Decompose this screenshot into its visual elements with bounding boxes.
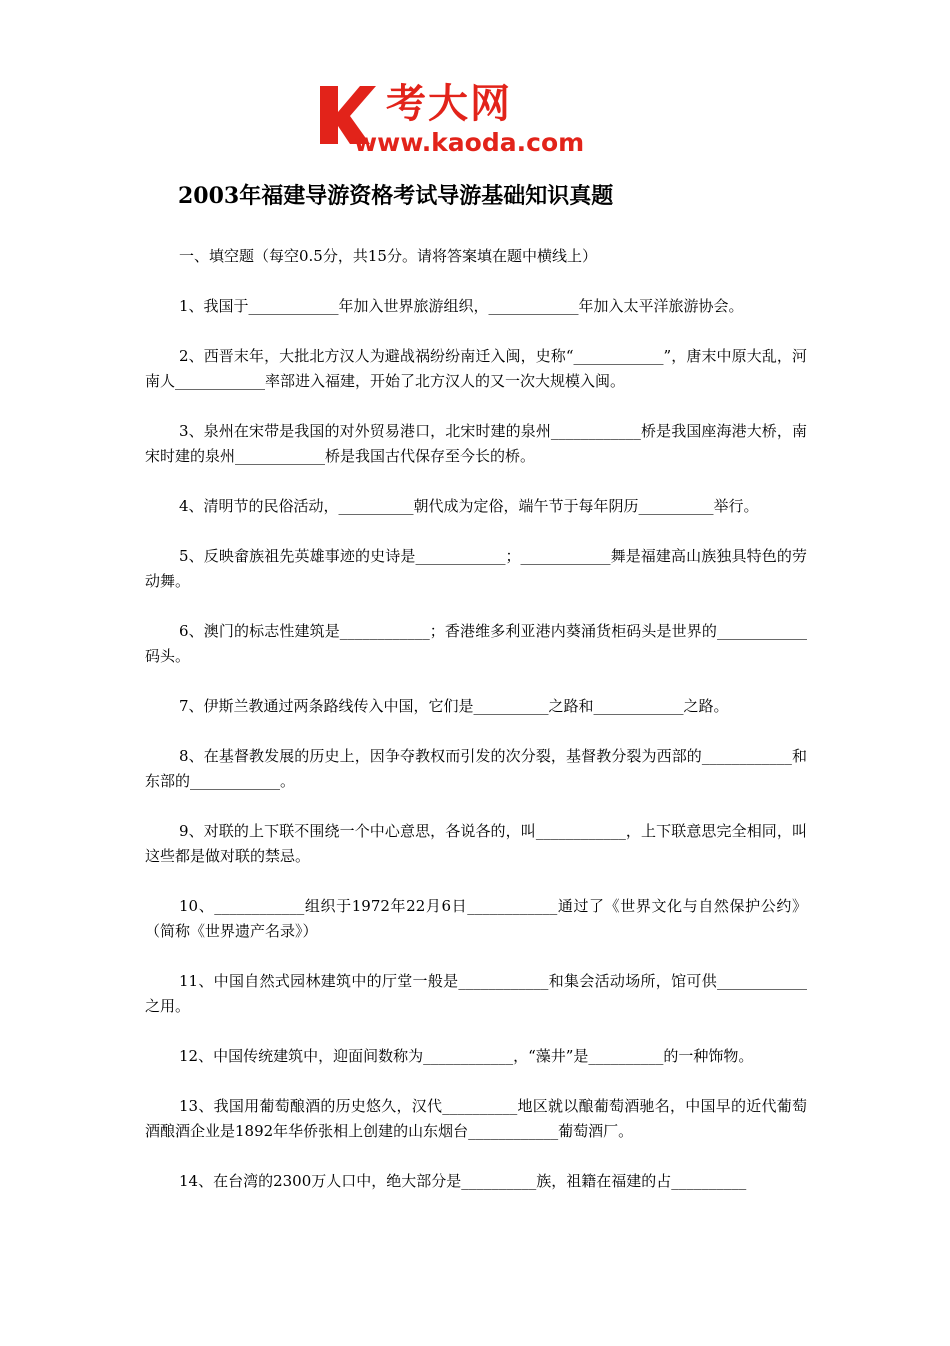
- question-item: 2、西晋末年，大批北方汉人为避战祸纷纷南迁入闽，史称“____________”，唐末中原大乱，河南人____________率部进入福建，开始了北方汉人的又一次大规模入闽。: [145, 347, 807, 390]
- question-item: 9、对联的上下联不围绕一个中心意思，各说各的，叫____________，上下联意思完全相同，叫这些都是做对联的禁忌。: [145, 822, 807, 865]
- question-item: 8、在基督教发展的历史上，因争夺教权而引发的次分裂，基督教分裂为西部的____________和东部的____________。: [145, 747, 807, 790]
- question-item: 13、我国用葡萄酿酒的历史悠久，汉代__________地区就以酿葡萄酒驰名，中国早的近代葡萄酒酿酒企业是1892年华侨张相上创建的山东烟台____________葡萄酒厂。: [145, 1097, 807, 1140]
- question-item: 12、中国传统建筑中，迎面间数称为____________，“藻井”是__________的一种饰物。: [179, 1047, 754, 1065]
- question-item: 7、伊斯兰教通过两条路线传入中国，它们是__________之路和____________之路。: [179, 697, 729, 715]
- question-item: 1、我国于____________年加入世界旅游组织，____________年加入太平洋旅游协会。: [179, 297, 744, 315]
- question-item: 5、反映畲族祖先英雄事迹的史诗是____________；____________舞是福建高山族独具特色的劳动舞。: [145, 547, 807, 590]
- logo-url: www.kaoda.com: [354, 128, 585, 157]
- question-item: 11、中国自然式园林建筑中的厅堂一般是____________和集会活动场所，馆可供____________之用。: [145, 972, 807, 1015]
- question-list: [145, 244, 807, 1219]
- question-item: 6、澳门的标志性建筑是____________；香港维多利亚港内葵涌货柜码头是世界的____________码头。: [145, 622, 807, 665]
- page-title: 2003年福建导游资格考试导游基础知识真题: [178, 183, 614, 209]
- question-item: 10、____________组织于1972年22月6日____________通过了《世界文化与自然保护公约》（简称《世界遗产名录》）: [145, 897, 807, 940]
- question-item: 4、清明节的民俗活动，__________朝代成为定俗，端午节于每年阴历__________举行。: [179, 497, 759, 515]
- site-logo[interactable]: [316, 80, 646, 160]
- question-item: 3、泉州在宋带是我国的对外贸易港口，北宋时建的泉州____________桥是我国座海港大桥，南宋时建的泉州____________桥是我国古代保存至今长的桥。: [145, 422, 807, 465]
- section-heading: 一、填空题（每空0.5分，共15分。请将答案填在题中横线上）: [179, 247, 597, 265]
- question-item: 14、在台湾的2300万人口中，绝大部分是__________族，祖籍在福建的占__________: [179, 1172, 747, 1190]
- logo-chinese-name: 考大网: [386, 81, 512, 127]
